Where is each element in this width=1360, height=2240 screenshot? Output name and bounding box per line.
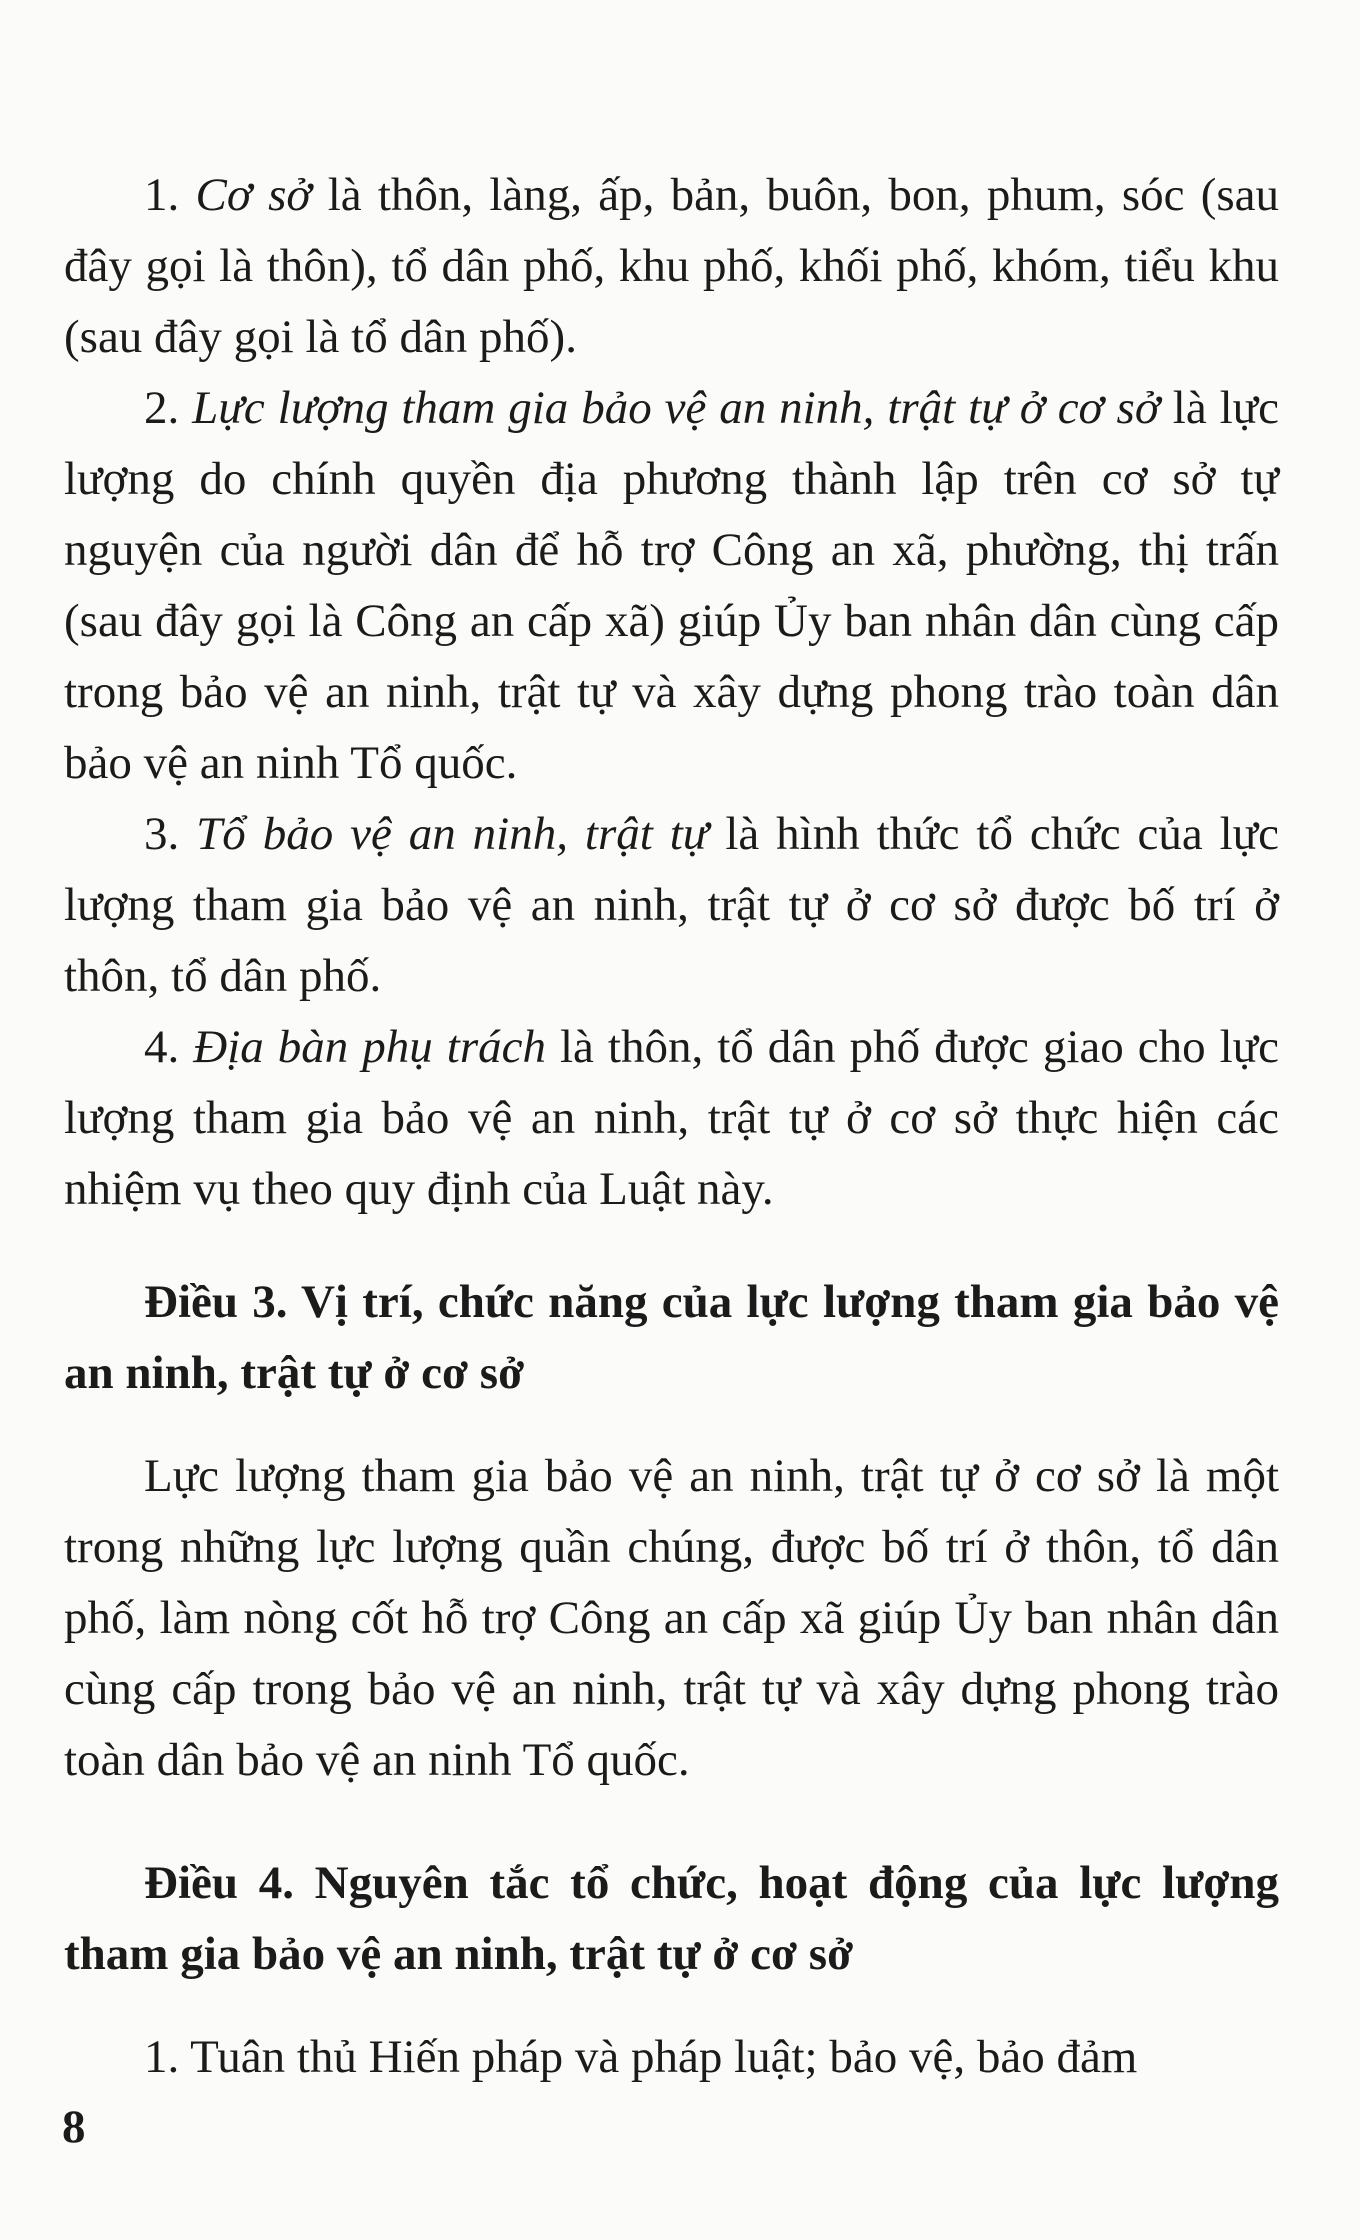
definition-1-term: Cơ sở <box>195 169 312 221</box>
definition-2-text: là lực lượng do chính quyền địa phương thành lập trên cơ sở tự nguyện của người dân để hỗ trợ Công an xã, phường, thị trấn (sau đây gọi là Công an cấp xã) giúp Ủy ban nhân dân cùng cấp trong bảo vệ an ninh, trật tự và xây dựng phong trào toàn dân bảo vệ an ninh Tổ quốc. <box>64 382 1280 789</box>
definition-3 <box>64 799 1279 1012</box>
definition-4 <box>64 1012 1279 1225</box>
definition-4-number: 4. <box>144 1021 180 1073</box>
definition-1-text: là thôn, làng, ấp, bản, buôn, bon, phum, sóc (sau đây gọi là thôn), tổ dân phố, khu phố, khối phố, khóm, tiểu khu (sau đây gọi là tổ dân phố). <box>64 169 1280 363</box>
definition-1-number: 1. <box>144 169 180 221</box>
definition-2-number: 2. <box>144 382 180 434</box>
article-3-heading: Điều 3. Vị trí, chức năng của lực lượng tham gia bảo vệ an ninh, trật tự ở cơ sở <box>64 1276 1279 1399</box>
definition-2 <box>64 373 1279 799</box>
article-3-body: Lực lượng tham gia bảo vệ an ninh, trật tự ở cơ sở là một trong những lực lượng quần chúng, được bố trí ở thôn, tổ dân phố, làm nòng cốt hỗ trợ Công an cấp xã giúp Ủy ban nhân dân cùng cấp trong bảo vệ an ninh, trật tự và xây dựng phong trào toàn dân bảo vệ an ninh Tổ quốc. <box>64 1450 1279 1786</box>
spacer <box>64 1225 1279 1267</box>
article-4-item-1: 1. Tuân thủ Hiến pháp và pháp luật; bảo vệ, bảo đảm <box>144 2031 1138 2083</box>
page-content <box>64 160 1279 2093</box>
definition-3-term: Tổ bảo vệ an ninh, trật tự <box>196 808 709 860</box>
spacer <box>64 1409 1279 1441</box>
definition-1 <box>64 160 1279 373</box>
spacer <box>64 1990 1279 2022</box>
definition-4-text: là thôn, tổ dân phố được giao cho lực lượng tham gia bảo vệ an ninh, trật tự ở cơ sở thực hiện các nhiệm vụ theo quy định của Luật này. <box>64 1021 1280 1215</box>
page-number: 8 <box>62 2101 86 2153</box>
article-4-heading: Điều 4. Nguyên tắc tổ chức, hoạt động của lực lượng tham gia bảo vệ an ninh, trật tự ở cơ sở <box>64 1857 1279 1980</box>
definition-4-term: Địa bàn phụ trách <box>193 1021 546 1073</box>
definition-3-text: là hình thức tổ chức của lực lượng tham gia bảo vệ an ninh, trật tự ở cơ sở được bố trí ở thôn, tổ dân phố. <box>64 808 1280 1002</box>
definition-2-term: Lực lượng tham gia bảo vệ an ninh, trật tự ở cơ sở <box>192 382 1160 434</box>
definition-3-number: 3. <box>144 808 180 860</box>
spacer <box>64 1796 1279 1848</box>
